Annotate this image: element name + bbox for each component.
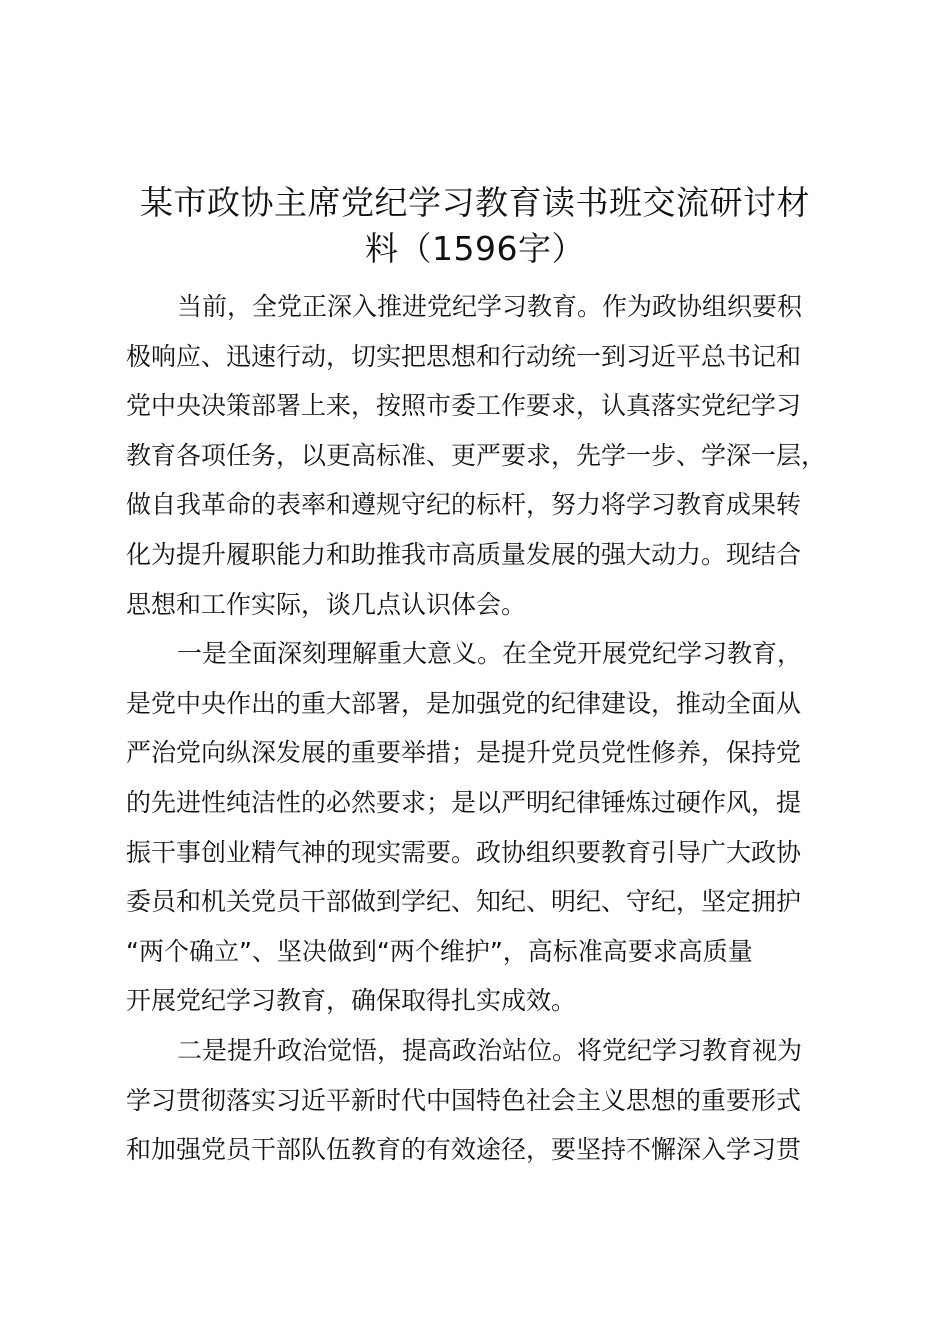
paragraph-line: 思想和工作实际，谈几点认识体会。 [126, 589, 527, 619]
paragraph-line: 是党中央作出的重大部署，是加强党的纪律建设，推动全面从 [126, 688, 802, 718]
paragraph-point-one [126, 629, 836, 1026]
paragraph-intro [126, 282, 836, 629]
paragraph-line: 化为提升履职能力和助推我市高质量发展的强大动力。现结合 [126, 539, 802, 569]
paragraph-line: 开展党纪学习教育，确保取得扎实成效。 [126, 986, 577, 1016]
paragraph-line: 做自我革命的表率和遵规守纪的标杆，努力将学习教育成果转 [126, 490, 802, 520]
paragraph-point-two [126, 1026, 836, 1175]
paragraph-line: 委员和机关党员干部做到学纪、知纪、明纪、守纪，坚定拥护 [126, 887, 802, 917]
document-title [120, 180, 830, 272]
paragraph-line: 的先进性纯洁性的必然要求；是以严明纪律锤炼过硬作风，提 [126, 787, 802, 817]
paragraph-line: 振干事创业精气神的现实需要。政协组织要教育引导广大政协 [126, 837, 802, 867]
title-line: 某市政协主席党纪学习教育读书班交流研讨材 [140, 183, 810, 222]
paragraph-line: 二是提升政治觉悟，提高政治站位。将党纪学习教育视为 [177, 1035, 803, 1065]
paragraph-line: 当前，全党正深入推进党纪学习教育。作为政协组织要积 [177, 292, 803, 321]
paragraph-line: 一是全面深刻理解重大意义。在全党开展党纪学习教育， [177, 639, 803, 669]
paragraph-line: 和加强党员干部队伍教育的有效途径，要坚持不懈深入学习贯 [126, 1135, 802, 1165]
paragraph-line: 学习贯彻落实习近平新时代中国特色社会主义思想的重要形式 [126, 1085, 802, 1115]
paragraph-line: 严治党向纵深发展的重要举措；是提升党员党性修养，保持党 [126, 738, 802, 768]
document-body [126, 282, 836, 1175]
paragraph-line: “两个确立”、坚决做到“两个维护”，高标准高要求高质量 [126, 936, 753, 966]
paragraph-line: 极响应、迅速行动，切实把思想和行动统一到习近平总书记和 [126, 341, 802, 371]
paragraph-line: 党中央决策部署上来，按照市委工作要求，认真落实党纪学习 [126, 391, 802, 421]
title-line: 料（1596字） [365, 229, 585, 268]
paragraph-line: 教育各项任务，以更高标准、更严要求，先学一步、学深一层， [126, 440, 827, 470]
